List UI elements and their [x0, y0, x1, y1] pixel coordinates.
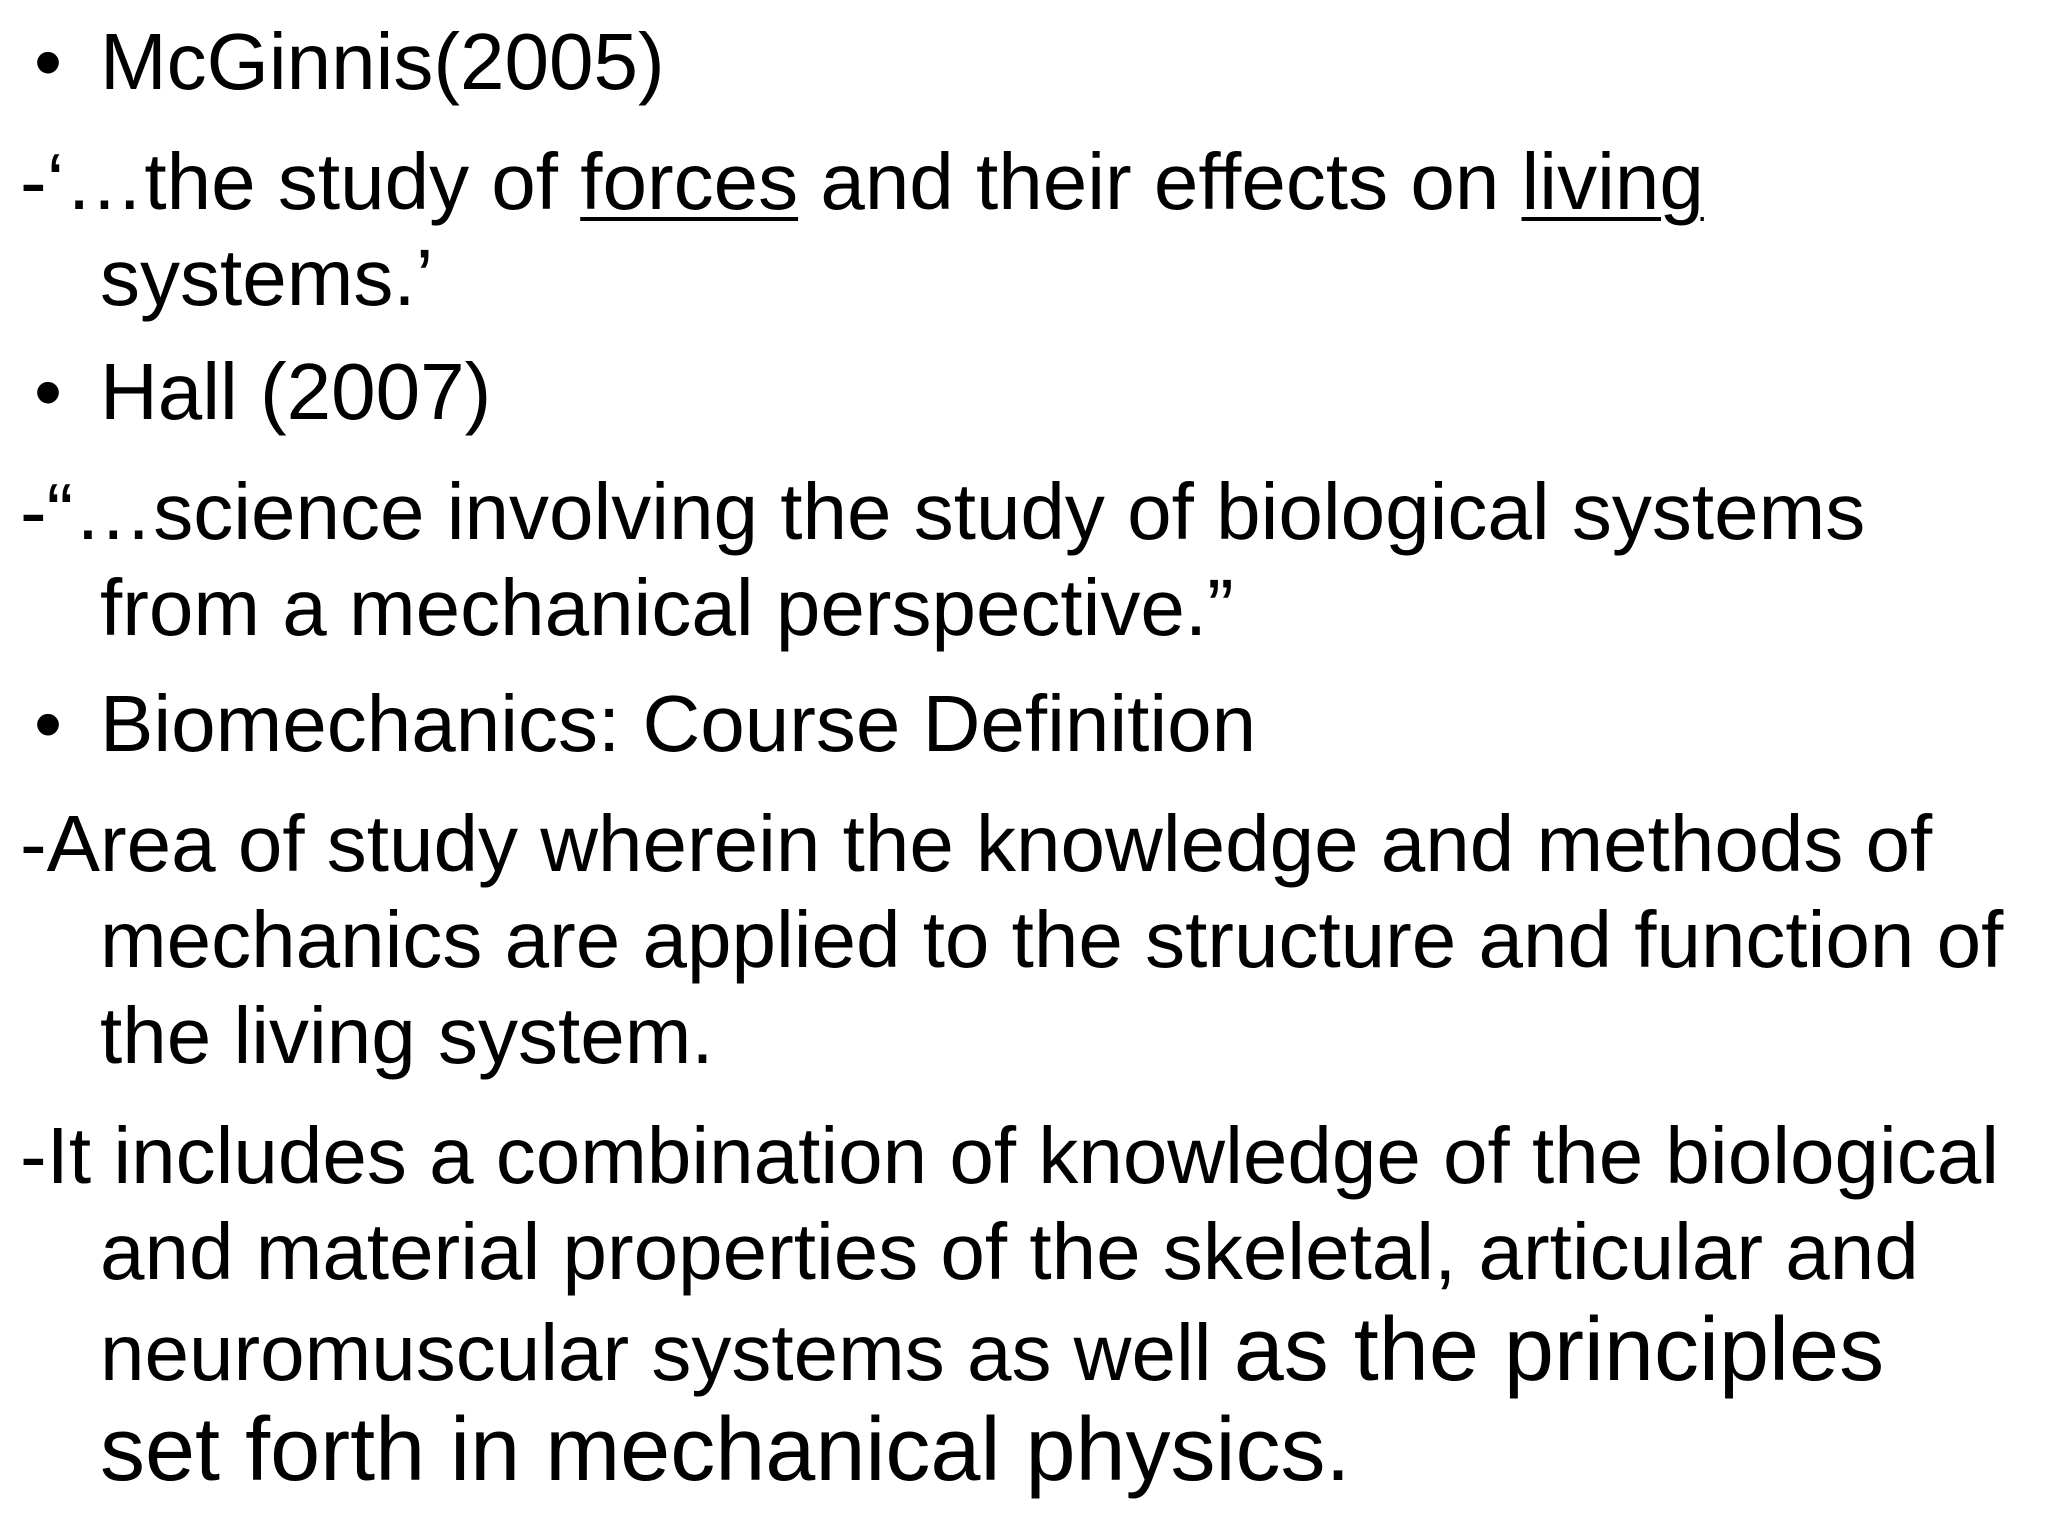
- underlined-term-forces: forces: [580, 137, 799, 226]
- slide: • McGinnis(2005) -‘…the study of forces and their effects on living systems.’ • Hall (2007) -“…science involving the study of biological systems from a mechanical perspective.” • Biomechanics: Course Definition -Area of study wherein the knowledge and methods of mechanics are applied to the structure and function of the living system. -It includes a combination of knowledge of the biological and material properties of the skeletal, articular and neuromuscular systems as well as the principles set forth in mechanical physics.: [0, 0, 2048, 1536]
- bullet-text: McGinnis(2005): [100, 17, 665, 106]
- bullet-icon: •: [34, 17, 63, 106]
- bullet-text: Hall (2007): [100, 347, 492, 436]
- bullet-icon: •: [34, 347, 63, 436]
- bullet-icon: •: [34, 679, 63, 768]
- underlined-term-living: living: [1521, 137, 1704, 226]
- quote-text: -‘…the study of forces and their effects on living: [20, 137, 1704, 226]
- bullet-text: Biomechanics: Course Definition: [100, 679, 1257, 768]
